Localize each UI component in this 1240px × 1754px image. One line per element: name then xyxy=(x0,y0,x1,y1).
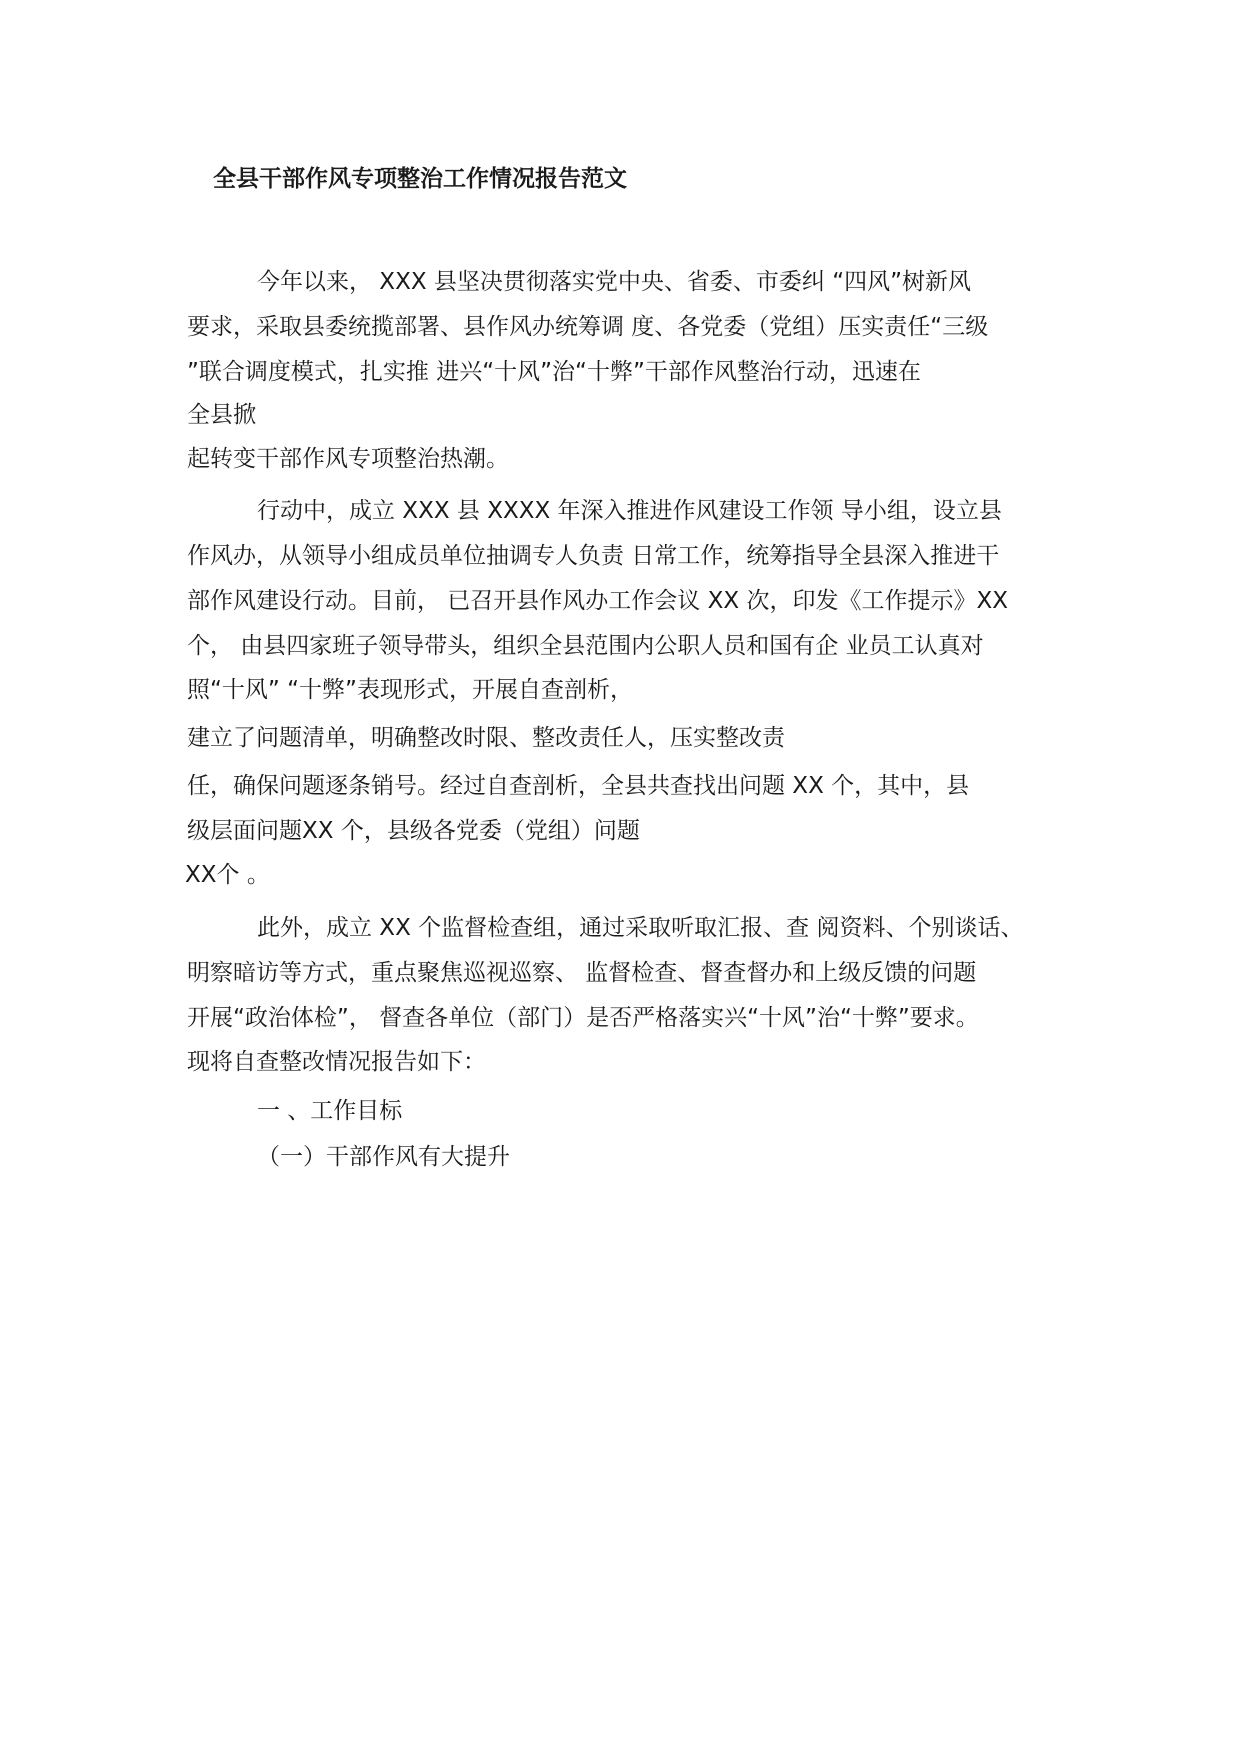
paragraph-line: 部作风建设行动。目前， 已召开县作风办工作会议 XX 次，印发《工作提示》XX xyxy=(187,588,1008,614)
subsection-heading: （一）干部作风有大提升 xyxy=(257,1144,510,1170)
paragraph-line: 作风办，从领导小组成员单位抽调专人负责 日常工作，统筹指导全县深入推进干 xyxy=(187,543,1000,569)
paragraph-line: 级层面问题XX 个，县级各党委（党组）问题 xyxy=(187,818,640,844)
paragraph-line: 照“十风” “十弊”表现形式，开展自查剖析， xyxy=(187,677,633,703)
paragraph-line: 明察暗访等方式，重点聚焦巡视巡察、 监督检查、督查督办和上级反馈的问题 xyxy=(187,960,977,986)
paragraph-line: 要求，采取县委统揽部署、县作风办统筹调 度、各党委（党组）压实责任“三级 xyxy=(187,314,989,340)
document-title: 全县干部作风专项整治工作情况报告范文 xyxy=(213,166,627,192)
section-heading: 一 、工作目标 xyxy=(257,1098,403,1124)
paragraph-line: XX个 。 xyxy=(185,862,270,888)
paragraph-line: 全县掀 xyxy=(187,402,256,428)
paragraph-line: ”联合调度模式，扎实推 进兴“十风”治“十弊”干部作风整治行动，迅速在 xyxy=(187,359,921,385)
paragraph-line: 现将自查整改情况报告如下： xyxy=(187,1049,486,1075)
paragraph-line: 建立了问题清单，明确整改时限、整改责任人，压实整改责 xyxy=(187,725,785,751)
paragraph-line: 此外，成立 XX 个监督检查组，通过采取听取汇报、查 阅资料、个别谈话、 xyxy=(257,915,1024,941)
paragraph-line: 今年以来， XXX 县坚决贯彻落实党中央、省委、市委纠 “四风”树新风 xyxy=(257,269,972,295)
paragraph-line: 开展“政治体检”， 督查各单位（部门）是否严格落实兴“十风”治“十弊”要求。 xyxy=(187,1005,979,1031)
paragraph-line: 任，确保问题逐条销号。经过自查剖析，全县共查找出问题 XX 个，其中，县 xyxy=(187,773,970,799)
paragraph-line: 起转变干部作风专项整治热潮。 xyxy=(187,446,509,472)
paragraph-line: 个， 由县四家班子领导带头，组织全县范围内公职人员和国有企 业员工认真对 xyxy=(187,633,984,659)
paragraph-line: 行动中，成立 XXX 县 XXXX 年深入推进作风建设工作领 导小组，设立县 xyxy=(257,498,1002,524)
